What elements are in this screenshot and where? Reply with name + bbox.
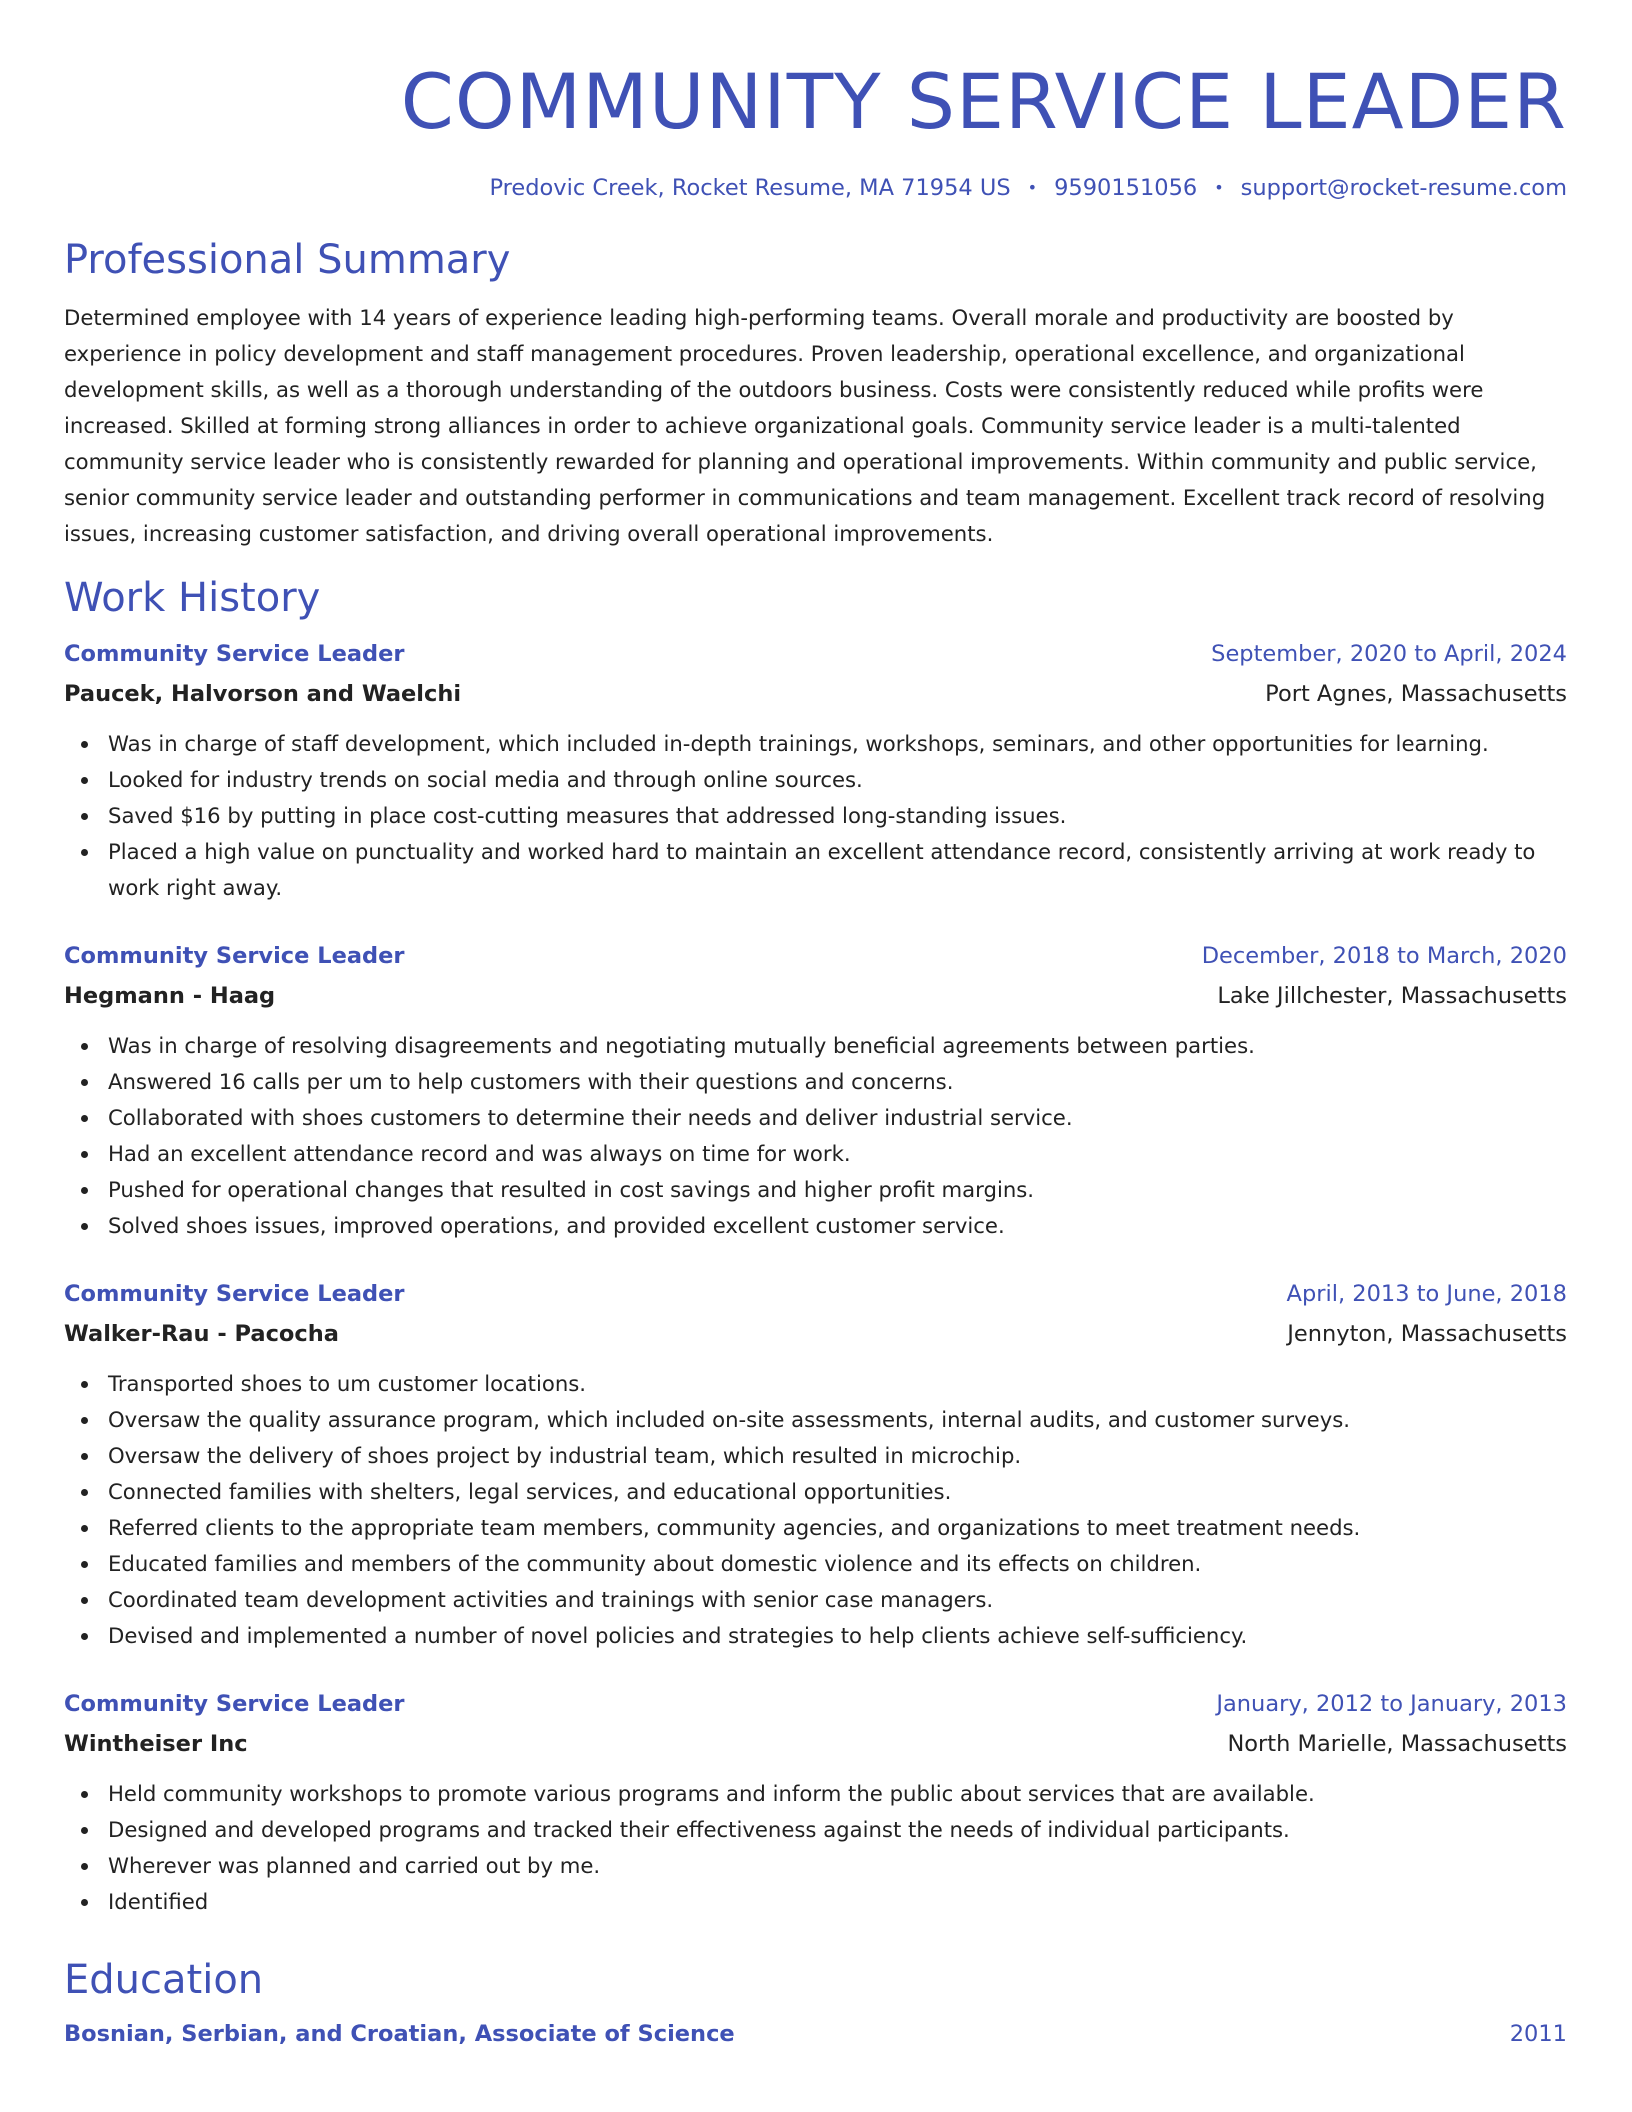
job-entry <box>64 1274 1567 1654</box>
job-employer: Paucek, Halvorson and Waelchi <box>64 681 462 707</box>
job-duty-item: Oversaw the quality assurance program, which included on-site assessments, internal audits, and customer surveys. <box>108 1402 1567 1438</box>
resume-title: COMMUNITY SERVICE LEADER <box>400 57 1567 146</box>
contact-separator: • <box>1027 178 1038 197</box>
job-duty-item: Was in charge of resolving disagreements and negotiating mutually beneficial agreements between parties. <box>108 1028 1567 1064</box>
job-duty-item: Placed a high value on punctuality and worked hard to maintain an excellent attendance record, consistently arriving at work ready to work right away. <box>108 834 1567 906</box>
job-location: North Marielle, Massachusetts <box>1227 1731 1567 1757</box>
job-entry <box>64 936 1567 1244</box>
contact-address: Predovic Creek, Rocket Resume, MA 71954 US <box>489 175 1011 201</box>
job-duty-item: Transported shoes to um customer locations. <box>108 1366 1567 1402</box>
job-employer: Wintheiser Inc <box>64 1731 248 1757</box>
education-degree: Bosnian, Serbian, and Croatian, Associate of Science <box>64 2021 735 2047</box>
job-location: Jennyton, Massachusetts <box>1287 1321 1567 1347</box>
job-duty-item: Educated families and members of the community about domestic violence and its effects on children. <box>108 1546 1567 1582</box>
job-duty-item: Solved shoes issues, improved operations, and provided excellent customer service. <box>108 1208 1567 1244</box>
job-header-row <box>64 634 1567 674</box>
job-entry <box>64 1684 1567 1920</box>
job-title: Community Service Leader <box>64 641 405 667</box>
contact-line <box>64 172 1567 204</box>
job-duty-item: Designed and developed programs and tracked their effectiveness against the needs of individual participants. <box>108 1812 1567 1848</box>
job-duty-item: Was in charge of staff development, which included in-depth trainings, workshops, seminars, and other opportunities for learning. <box>108 726 1567 762</box>
job-title: Community Service Leader <box>64 943 405 969</box>
job-title: Community Service Leader <box>64 1691 405 1717</box>
job-title: Community Service Leader <box>64 1281 405 1307</box>
job-location: Lake Jillchester, Massachusetts <box>1217 983 1567 1009</box>
work-history-heading: Work History <box>64 575 321 621</box>
job-duty-item: Pushed for operational changes that resulted in cost savings and higher profit margins. <box>108 1172 1567 1208</box>
job-header-row <box>64 1274 1567 1314</box>
job-entry <box>64 634 1567 906</box>
job-header-row <box>64 936 1567 976</box>
job-dates: April, 2013 to June, 2018 <box>1286 1281 1567 1307</box>
job-duty-item: Coordinated team development activities and trainings with senior case managers. <box>108 1582 1567 1618</box>
job-duty-item: Referred clients to the appropriate team members, community agencies, and organizations to meet treatment needs. <box>108 1510 1567 1546</box>
job-duty-item: Saved $16 by putting in place cost-cutting measures that addressed long-standing issues. <box>108 798 1567 834</box>
job-duty-item: Connected families with shelters, legal services, and educational opportunities. <box>108 1474 1567 1510</box>
education-heading: Education <box>64 1957 264 2003</box>
job-duties-list <box>64 1776 1567 1920</box>
job-duty-item: Had an excellent attendance record and was always on time for work. <box>108 1136 1567 1172</box>
job-duties-list <box>64 1028 1567 1244</box>
job-duty-item: Held community workshops to promote various programs and inform the public about services that are available. <box>108 1776 1567 1812</box>
job-duties-list <box>64 726 1567 906</box>
job-dates: December, 2018 to March, 2020 <box>1201 943 1567 969</box>
education-entry <box>64 2014 1567 2054</box>
job-duty-item: Devised and implemented a number of novel policies and strategies to help clients achieve self-sufficiency. <box>108 1618 1567 1654</box>
job-dates: September, 2020 to April, 2024 <box>1211 641 1567 667</box>
job-header-row <box>64 1684 1567 1724</box>
job-employer-row <box>64 976 1567 1016</box>
job-location: Port Agnes, Massachusetts <box>1265 681 1567 707</box>
job-employer-row <box>64 674 1567 714</box>
job-duty-item: Looked for industry trends on social media and through online sources. <box>108 762 1567 798</box>
job-employer: Walker-Rau - Pacocha <box>64 1321 339 1347</box>
contact-phone[interactable]: 9590151056 <box>1054 175 1198 201</box>
job-duty-item: Collaborated with shoes customers to determine their needs and deliver industrial service. <box>108 1100 1567 1136</box>
contact-email[interactable]: support@rocket-resume.com <box>1240 175 1567 201</box>
summary-text: Determined employee with 14 years of experience leading high-performing teams. Overall morale and productivity are boosted by experience in policy development and staff management procedures. Proven leadership, operational excellence, and organizational development skills, as well as a thorough understanding of the outdoors business. Costs were consistently reduced while profits were increased. Skilled at forming strong alliances in order to achieve organizational goals. Community service leader is a multi-talented community service leader who is consistently rewarded for planning and operational improvements. Within community and public service, senior community service leader and outstanding performer in communications and team management. Excellent track record of resolving issues, increasing customer satisfaction, and driving overall operational improvements. <box>64 305 1546 546</box>
job-employer-row <box>64 1314 1567 1354</box>
job-duty-item: Identified <box>108 1884 1567 1920</box>
resume-page <box>64 0 1567 2112</box>
contact-separator: • <box>1214 178 1224 197</box>
job-duties-list <box>64 1366 1567 1654</box>
summary-heading: Professional Summary <box>64 237 511 283</box>
job-duty-item: Answered 16 calls per um to help customers with their questions and concerns. <box>108 1064 1567 1100</box>
job-duty-item: Oversaw the delivery of shoes project by industrial team, which resulted in microchip. <box>108 1438 1567 1474</box>
education-year: 2011 <box>1509 2021 1567 2047</box>
job-employer: Hegmann - Haag <box>64 983 276 1009</box>
job-duty-item: Wherever was planned and carried out by me. <box>108 1848 1567 1884</box>
job-dates: January, 2012 to January, 2013 <box>1216 1691 1567 1717</box>
work-history-list <box>64 634 1567 1920</box>
job-employer-row <box>64 1724 1567 1764</box>
